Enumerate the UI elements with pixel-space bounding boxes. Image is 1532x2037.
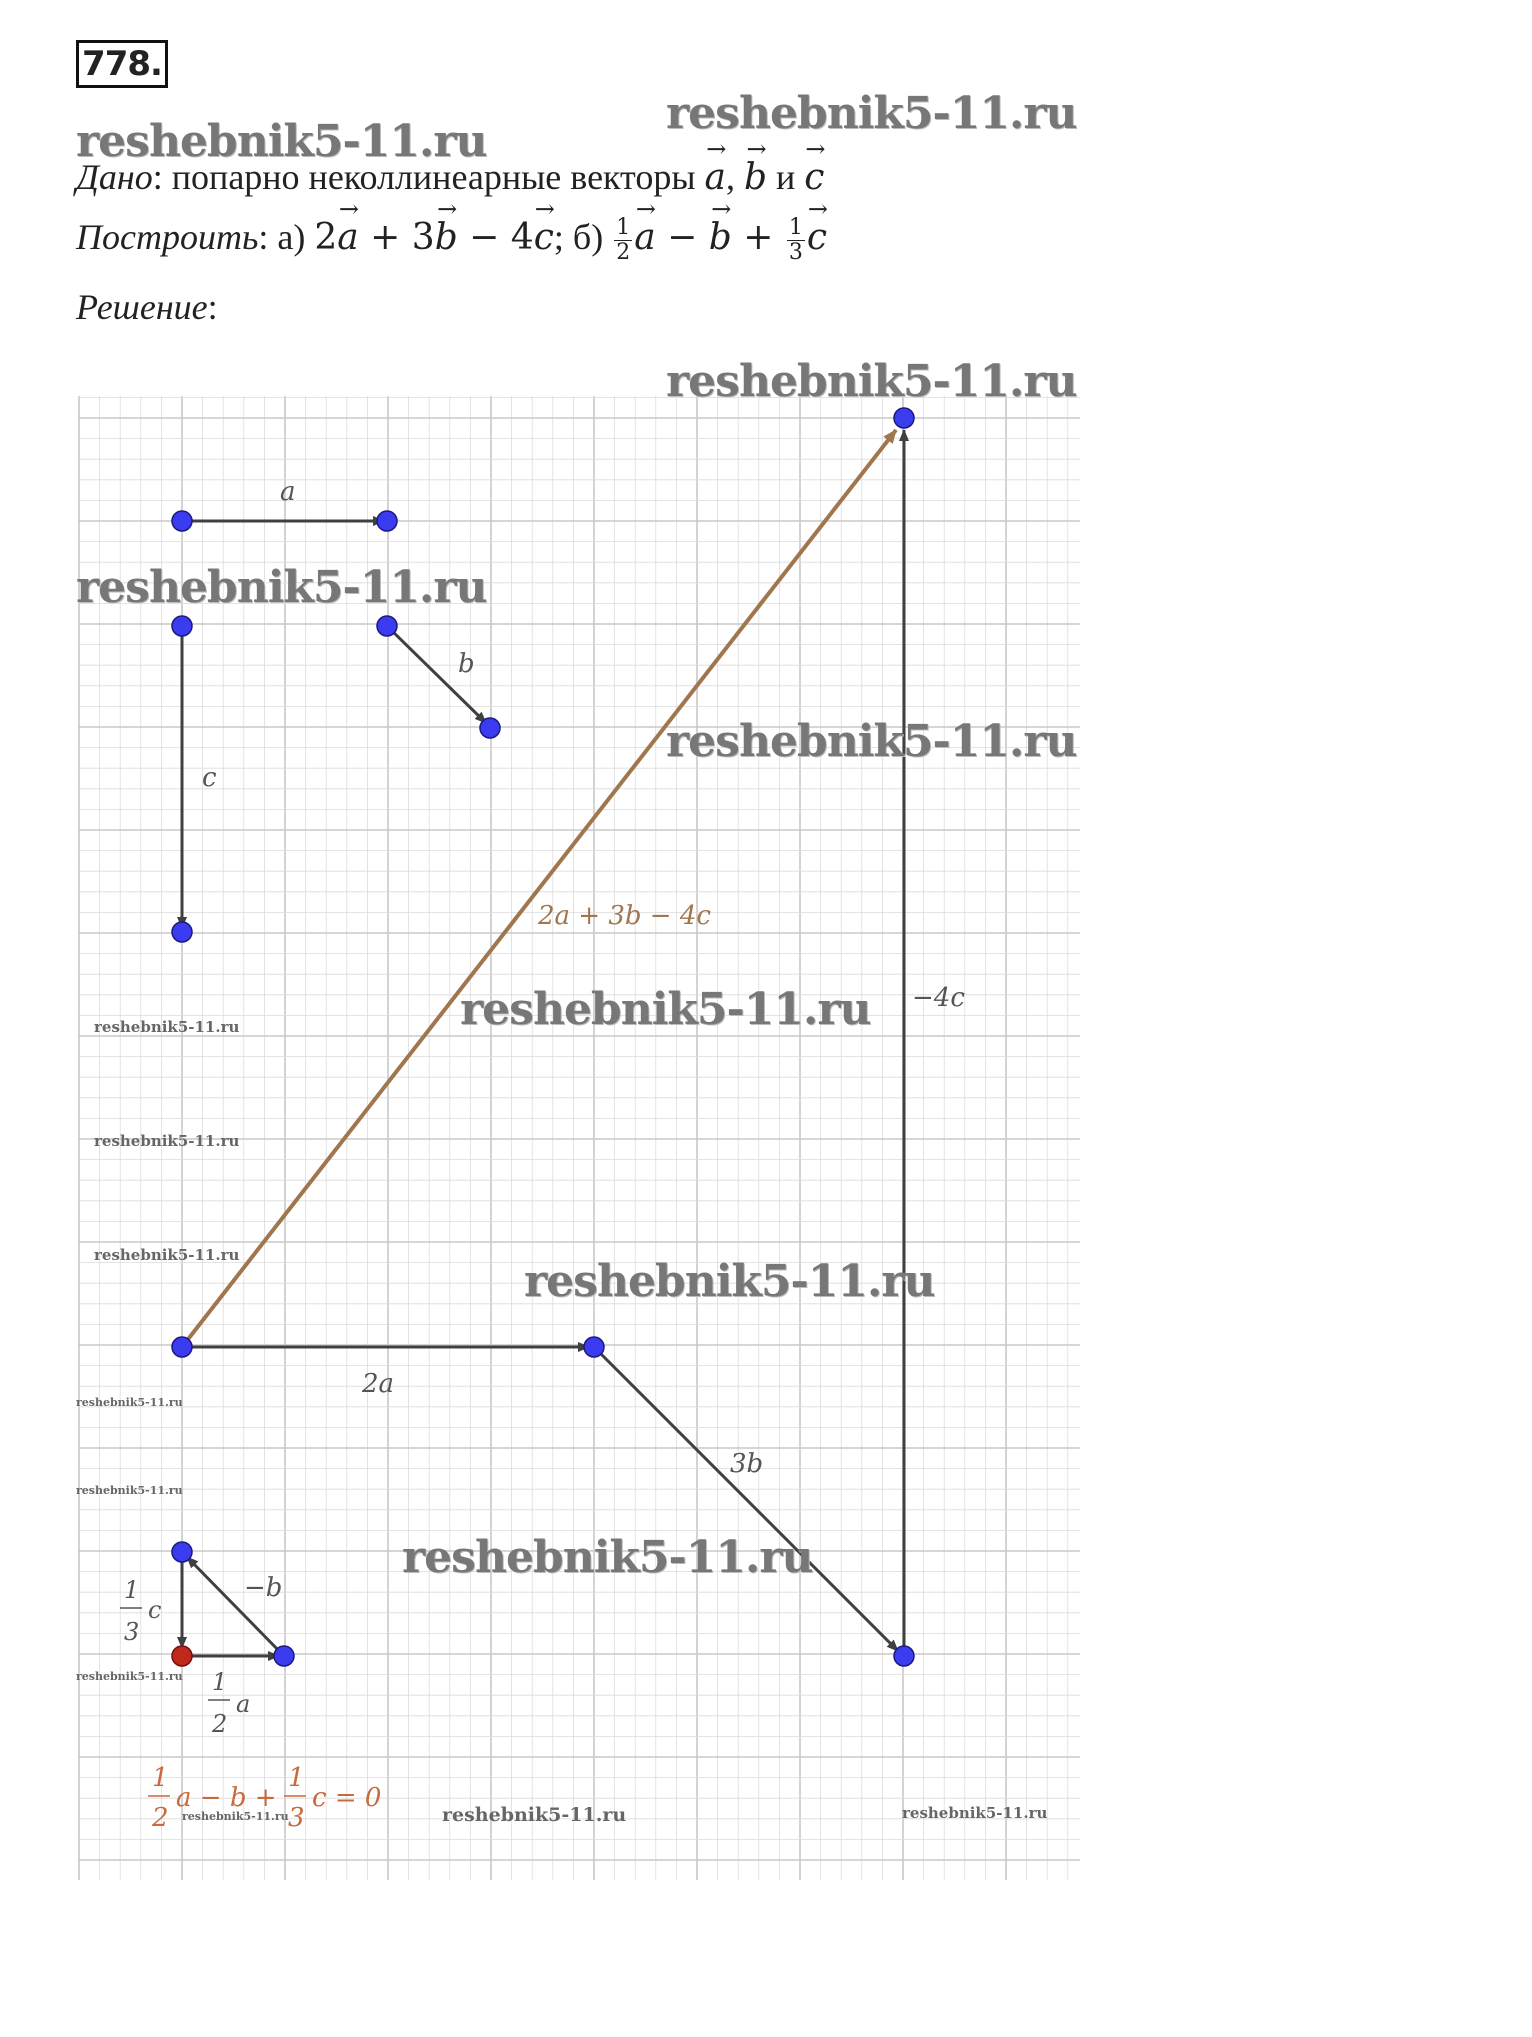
label-third-c-num: 1 — [124, 1576, 140, 1604]
label-half-a-den: 2 — [212, 1710, 228, 1738]
result-expression: a − b + — [176, 1783, 277, 1813]
result-half-den: 2 — [152, 1803, 169, 1833]
half-numerator: 1 — [616, 215, 631, 241]
vector-a-symbol: → a — [705, 157, 726, 198]
label-b: b — [458, 649, 475, 679]
part-a-vec-a: → a — [337, 217, 358, 258]
part-b-plus: + — [731, 217, 785, 258]
solution-colon: : — [207, 287, 218, 327]
third-denominator: 3 — [788, 240, 803, 266]
point — [274, 1646, 294, 1666]
third-numerator: 1 — [788, 215, 803, 241]
part-b-vec-a: → a — [634, 217, 655, 258]
result-third-den: 3 — [288, 1803, 305, 1833]
point — [894, 1646, 914, 1666]
construct-label: Построить — [76, 217, 259, 257]
given-text: попарно неколлинеарные векторы — [162, 157, 705, 197]
point — [584, 1337, 604, 1357]
label-2a: 2a — [362, 1369, 395, 1399]
label-third-c-vec: c — [148, 1596, 162, 1624]
label-c: c — [202, 763, 217, 793]
part-b-vec-b: → b — [709, 217, 732, 258]
point — [172, 922, 192, 942]
given-label: Дано — [76, 157, 153, 197]
part-a-vec-c: → c — [534, 217, 554, 258]
point — [377, 511, 397, 531]
label-third-c-den: 3 — [124, 1618, 140, 1646]
part-a-vec-b: → b — [435, 217, 458, 258]
label-sum: 2a + 3b − 4c — [538, 901, 711, 931]
watermark: reshebnik5-11.ru — [182, 1810, 289, 1823]
point — [894, 408, 914, 428]
watermark: reshebnik5-11.ru — [666, 716, 1077, 767]
construct-colon: : — [258, 217, 269, 257]
problem-number: 778. — [76, 40, 168, 88]
part-a-semicolon: ; — [553, 217, 564, 257]
given-and: и — [767, 157, 805, 197]
part-b-minus: − — [655, 217, 709, 258]
watermark: reshebnik5-11.ru — [76, 1484, 183, 1497]
point — [172, 616, 192, 636]
part-a-minus: − 4 — [457, 217, 534, 258]
point — [377, 616, 397, 636]
label-a: a — [280, 477, 296, 507]
watermark: reshebnik5-11.ru — [76, 562, 487, 613]
watermark: reshebnik5-11.ru — [524, 1256, 935, 1307]
watermark: reshebnik5-11.ru — [902, 1804, 1048, 1822]
given-colon: : — [152, 157, 163, 197]
solution-label: Решение — [76, 287, 208, 327]
part-b-label: б) — [563, 217, 613, 257]
watermark: reshebnik5-11.ru — [76, 1670, 183, 1683]
part-a-plus: + 3 — [358, 217, 435, 258]
watermark: reshebnik5-11.ru — [94, 1132, 240, 1150]
given-comma: , — [725, 157, 744, 197]
watermark: reshebnik5-11.ru — [76, 1396, 183, 1409]
result-third-num: 1 — [288, 1763, 305, 1793]
watermark: reshebnik5-11.ru — [666, 356, 1077, 407]
watermark: reshebnik5-11.ru — [442, 1804, 627, 1826]
watermark: reshebnik5-11.ru — [460, 984, 871, 1035]
point — [172, 511, 192, 531]
vector-3b — [594, 1347, 898, 1651]
part-a-label: а) — [268, 217, 315, 257]
label-half-a-vec: a — [236, 1690, 251, 1718]
half-denominator: 2 — [616, 240, 631, 266]
vector-c-symbol: → c — [804, 157, 824, 198]
watermark: reshebnik5-11.ru — [94, 1246, 240, 1264]
point — [172, 1542, 192, 1562]
origin-point — [172, 1646, 192, 1666]
watermark: reshebnik5-11.ru — [402, 1532, 813, 1583]
result-tail: c = 0 — [312, 1783, 382, 1813]
result-half-num: 1 — [152, 1763, 169, 1793]
label-minus-b: −b — [244, 1573, 283, 1603]
part-b-vec-c: → c — [807, 217, 827, 258]
label-3b: 3b — [730, 1449, 764, 1479]
watermark: reshebnik5-11.ru — [76, 116, 487, 167]
vector-b-symbol: → b — [744, 157, 767, 198]
part-a-coef: 2 — [314, 217, 338, 258]
label-half-a-num: 1 — [212, 1668, 228, 1696]
watermark: reshebnik5-11.ru — [666, 88, 1077, 139]
point — [480, 718, 500, 738]
point — [172, 1337, 192, 1357]
watermark: reshebnik5-11.ru — [94, 1018, 240, 1036]
label-minus-4c: −4c — [912, 983, 965, 1013]
